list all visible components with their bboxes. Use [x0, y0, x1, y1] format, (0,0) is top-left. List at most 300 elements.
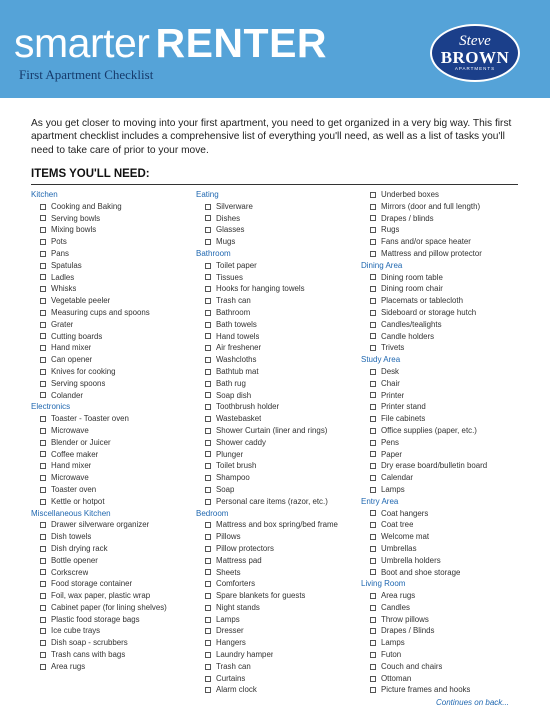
checkbox-icon[interactable]: [205, 652, 211, 658]
checkbox-icon[interactable]: [370, 510, 376, 516]
checklist-item-label: Throw pillows: [381, 614, 429, 624]
checkbox-icon[interactable]: [40, 593, 46, 599]
checkbox-icon[interactable]: [40, 487, 46, 493]
checklist-item-label: Laundry hamper: [216, 650, 274, 660]
checkbox-icon[interactable]: [370, 593, 376, 599]
checklist-item: [31, 484, 191, 496]
checklist-item-label: Colander: [51, 390, 84, 400]
checklist-item-label: Bathroom: [216, 307, 251, 317]
checkbox-icon[interactable]: [370, 676, 376, 682]
checklist-item: [196, 543, 361, 555]
checklist-item-label: Toaster - Toaster oven: [51, 414, 129, 424]
checklist-item: [361, 201, 521, 213]
checklist-item: [361, 460, 521, 472]
checkbox-icon[interactable]: [370, 204, 376, 210]
checkbox-icon[interactable]: [205, 581, 211, 587]
checkbox-icon[interactable]: [370, 286, 376, 292]
checklist-item-label: Boot and shoe storage: [381, 567, 461, 577]
checklist-item: [361, 508, 521, 520]
checkbox-icon[interactable]: [205, 263, 211, 269]
checkbox-icon[interactable]: [205, 451, 211, 457]
checkbox-icon[interactable]: [40, 475, 46, 481]
checkbox-icon[interactable]: [205, 345, 211, 351]
checkbox-icon[interactable]: [370, 381, 376, 387]
checkbox-icon[interactable]: [370, 333, 376, 339]
checkbox-icon[interactable]: [370, 487, 376, 493]
checkbox-icon[interactable]: [205, 440, 211, 446]
checklist-item: [361, 295, 521, 307]
checklist-item-label: Glasses: [216, 225, 245, 235]
checklist-item-label: Dish drying rack: [51, 543, 108, 553]
checklist-item: [31, 578, 191, 590]
checkbox-icon[interactable]: [40, 664, 46, 670]
checklist-item: [361, 661, 521, 673]
checkbox-icon[interactable]: [205, 687, 211, 693]
checklist-item-label: Placemats or tablecloth: [381, 296, 464, 306]
checklist-item-label: Mattress and box spring/bed frame: [216, 520, 338, 530]
checkbox-icon[interactable]: [370, 322, 376, 328]
checkbox-icon[interactable]: [40, 652, 46, 658]
checklist-item: [361, 390, 521, 402]
checklist-column-1: [31, 189, 191, 673]
section-title: ITEMS YOU'LL NEED:: [31, 168, 150, 180]
checklist-item-label: Wastebasket: [216, 414, 262, 424]
checklist-item: [196, 413, 361, 425]
checklist-item: [196, 236, 361, 248]
checkbox-icon[interactable]: [370, 369, 376, 375]
checklist-item-label: Area rugs: [381, 591, 416, 601]
checklist-item: [31, 649, 191, 661]
checklist-item-label: Toaster oven: [51, 484, 97, 494]
brand-light-word: smarter: [14, 20, 150, 66]
checkbox-icon[interactable]: [205, 593, 211, 599]
checklist-item: [196, 637, 361, 649]
brand-bold-word: RENTER: [155, 20, 328, 66]
checkbox-icon[interactable]: [40, 333, 46, 339]
checklist-item-label: Calendar: [381, 473, 414, 483]
checklist-item: [31, 460, 191, 472]
checkbox-icon[interactable]: [370, 192, 376, 198]
checklist-item: [196, 307, 361, 319]
checklist-item: [361, 555, 521, 567]
category-heading: Dining Area: [361, 260, 403, 270]
checklist-item-label: Drawer silverware organizer: [51, 520, 150, 530]
checklist-item-label: Sideboard or storage hutch: [381, 307, 477, 317]
checkbox-icon[interactable]: [205, 357, 211, 363]
checklist-item-label: Bath towels: [216, 319, 257, 329]
continues-note: Continues on back...: [436, 698, 509, 707]
checklist-item-label: Umbrellas: [381, 543, 417, 553]
checklist-item-label: Hangers: [216, 638, 246, 648]
checklist-item-label: Hand mixer: [51, 461, 92, 471]
checklist-item: [361, 673, 521, 685]
checkbox-icon[interactable]: [40, 381, 46, 387]
checklist-item: [31, 248, 191, 260]
checklist-item: [196, 366, 361, 378]
checklist-item-label: Grater: [51, 319, 74, 329]
checklist-item: [31, 637, 191, 649]
checklist-item-label: Bath rug: [216, 378, 246, 388]
checklist-item-label: Lamps: [216, 614, 240, 624]
checkbox-icon[interactable]: [370, 546, 376, 552]
checklist-item: [31, 590, 191, 602]
checkbox-icon[interactable]: [205, 475, 211, 481]
checklist-item-label: File cabinets: [381, 414, 426, 424]
checklist-item: [196, 531, 361, 543]
checklist-item-label: Spatulas: [51, 260, 82, 270]
checklist-item: [31, 413, 191, 425]
checkbox-icon[interactable]: [370, 392, 376, 398]
checkbox-icon[interactable]: [205, 640, 211, 646]
checkbox-icon[interactable]: [370, 558, 376, 564]
checklist-column-3: [361, 189, 521, 696]
checklist-item: [361, 614, 521, 626]
checklist-item: [361, 519, 521, 531]
checkbox-icon[interactable]: [40, 463, 46, 469]
checklist-item: [31, 307, 191, 319]
checklist-item-label: Shower Curtain (liner and rings): [216, 425, 328, 435]
checkbox-icon[interactable]: [205, 558, 211, 564]
checklist-item-label: Shower caddy: [216, 437, 267, 447]
checkbox-icon[interactable]: [370, 687, 376, 693]
checklist-item-label: Pillows: [216, 532, 241, 542]
checkbox-icon[interactable]: [40, 617, 46, 623]
checkbox-icon[interactable]: [205, 204, 211, 210]
checklist-item-label: Knives for cooking: [51, 366, 116, 376]
checklist-item-label: Personal care items (razor, etc.): [216, 496, 328, 506]
checklist-item-label: Air freshener: [216, 343, 262, 353]
checklist-item: [361, 543, 521, 555]
checklist-item: [31, 213, 191, 225]
steve-brown-logo: [430, 24, 520, 82]
checkbox-icon[interactable]: [40, 286, 46, 292]
checklist-item-label: Pillow protectors: [216, 543, 274, 553]
checklist-item: [196, 449, 361, 461]
checklist-item-label: Printer stand: [381, 402, 426, 412]
checklist-item: [196, 555, 361, 567]
checklist-item-label: Shampoo: [216, 473, 250, 483]
checklist-item: [31, 449, 191, 461]
checklist-item-label: Corkscrew: [51, 567, 89, 577]
checkbox-icon[interactable]: [40, 581, 46, 587]
checkbox-icon[interactable]: [40, 440, 46, 446]
checklist-item: [196, 224, 361, 236]
logo-name: BROWN: [440, 48, 510, 67]
checklist-item-label: Lamps: [381, 638, 405, 648]
checklist-item-label: Toilet paper: [216, 260, 257, 270]
checkbox-icon[interactable]: [370, 475, 376, 481]
checkbox-icon[interactable]: [370, 239, 376, 245]
checkbox-icon[interactable]: [370, 463, 376, 469]
checkbox-icon[interactable]: [205, 286, 211, 292]
checkbox-icon[interactable]: [40, 534, 46, 540]
category-heading: Bedroom: [196, 508, 229, 518]
checkbox-icon[interactable]: [370, 664, 376, 670]
checklist-item-label: Pens: [381, 437, 399, 447]
checklist-item-label: Paper: [381, 449, 403, 459]
checklist-item-label: Coffee maker: [51, 449, 99, 459]
checkbox-icon[interactable]: [40, 357, 46, 363]
checklist-item: [196, 437, 361, 449]
checklist-item: [31, 625, 191, 637]
checklist-item-label: Hand towels: [216, 331, 260, 341]
checklist-item: [31, 390, 191, 402]
checklist-item-label: Candles/tealights: [381, 319, 442, 329]
category-heading: Living Room: [361, 579, 406, 589]
checkbox-icon[interactable]: [370, 310, 376, 316]
checklist-item: [361, 366, 521, 378]
checklist-item-label: Soap: [216, 484, 235, 494]
checklist-item-label: Fans and/or space heater: [381, 237, 471, 247]
checklist-item: [196, 684, 361, 696]
checklist-item-label: Coat hangers: [381, 508, 429, 518]
checkbox-icon[interactable]: [40, 451, 46, 457]
checklist-item: [196, 319, 361, 331]
checkbox-icon[interactable]: [370, 605, 376, 611]
checkbox-icon[interactable]: [205, 664, 211, 670]
checklist-item: [361, 331, 521, 343]
checklist-item-label: Soap dish: [216, 390, 252, 400]
category-heading: Electronics: [31, 402, 71, 412]
checkbox-icon[interactable]: [205, 310, 211, 316]
checkbox-icon[interactable]: [40, 204, 46, 210]
checkbox-icon[interactable]: [370, 274, 376, 280]
checklist-item: [31, 331, 191, 343]
checklist-item-label: Mirrors (door and full length): [381, 201, 481, 211]
checkbox-icon[interactable]: [370, 416, 376, 422]
checklist-item-label: Blender or Juicer: [51, 437, 111, 447]
checklist-item: [31, 342, 191, 354]
logo-signature: Steve: [459, 33, 491, 49]
checkbox-icon[interactable]: [370, 298, 376, 304]
checklist-item-label: Candle holders: [381, 331, 435, 341]
checklist-item-label: Trivets: [381, 343, 405, 353]
checkbox-icon[interactable]: [40, 227, 46, 233]
checklist-item-label: Food storage container: [51, 579, 133, 589]
checklist-item-label: Plastic food storage bags: [51, 614, 140, 624]
checkbox-icon[interactable]: [205, 239, 211, 245]
checklist-item: [361, 307, 521, 319]
checklist-item-label: Dishes: [216, 213, 241, 223]
checklist-item: [31, 519, 191, 531]
checklist-item: [361, 401, 521, 413]
checkbox-icon[interactable]: [370, 227, 376, 233]
checkbox-icon[interactable]: [40, 628, 46, 634]
checklist-item: [196, 578, 361, 590]
checklist-item-label: Ottoman: [381, 673, 412, 683]
checklist-item-label: Rugs: [381, 225, 400, 235]
checklist-item: [31, 555, 191, 567]
checkbox-icon[interactable]: [205, 676, 211, 682]
checklist-item-label: Mattress and pillow protector: [381, 248, 482, 258]
checkbox-icon[interactable]: [205, 381, 211, 387]
checklist-item: [31, 378, 191, 390]
checkbox-icon[interactable]: [40, 274, 46, 280]
checkbox-icon[interactable]: [40, 345, 46, 351]
checkbox-icon[interactable]: [40, 416, 46, 422]
checkbox-icon[interactable]: [40, 310, 46, 316]
checkbox-icon[interactable]: [370, 428, 376, 434]
checklist-item: [361, 637, 521, 649]
checkbox-icon[interactable]: [205, 569, 211, 575]
checkbox-icon[interactable]: [370, 628, 376, 634]
checklist-item: [361, 649, 521, 661]
checklist-item-label: Cutting boards: [51, 331, 103, 341]
checkbox-icon[interactable]: [40, 428, 46, 434]
header-band: [0, 0, 550, 98]
checkbox-icon[interactable]: [370, 617, 376, 623]
checkbox-icon[interactable]: [40, 369, 46, 375]
intro-paragraph: As you get closer to moving into your first apartment, you need to get organized in a very big way. This first apartment checklist includes a comprehensive list of everything you'll need, as well as a list of tasks you'll need to take care of prior to your move.: [31, 118, 512, 156]
checkbox-icon[interactable]: [370, 440, 376, 446]
checklist-item-label: Whisks: [51, 284, 77, 294]
checklist-item: [31, 472, 191, 484]
checkbox-icon[interactable]: [40, 605, 46, 611]
checklist-item: [196, 472, 361, 484]
checkbox-icon[interactable]: [205, 487, 211, 493]
checklist-item-label: Cabinet paper (for lining shelves): [51, 602, 167, 612]
checklist-item-label: Kettle or hotpot: [51, 496, 105, 506]
checkbox-icon[interactable]: [370, 569, 376, 575]
checklist-item-label: Dish towels: [51, 532, 92, 542]
category-heading: Bathroom: [196, 248, 231, 258]
checklist-item: [196, 260, 361, 272]
checkbox-icon[interactable]: [205, 298, 211, 304]
checkbox-icon[interactable]: [40, 522, 46, 528]
checkbox-icon[interactable]: [370, 451, 376, 457]
checkbox-icon[interactable]: [205, 499, 211, 505]
brand-title: [14, 20, 327, 67]
checklist-item-label: Sheets: [216, 567, 241, 577]
checkbox-icon[interactable]: [40, 392, 46, 398]
checkbox-icon[interactable]: [40, 263, 46, 269]
checklist-item: [196, 295, 361, 307]
checklist-item: [196, 614, 361, 626]
checkbox-icon[interactable]: [205, 322, 211, 328]
checklist-item: [361, 625, 521, 637]
checklist-item: [31, 201, 191, 213]
checklist-item-label: Microwave: [51, 425, 89, 435]
checklist-item: [196, 213, 361, 225]
checklist-item-label: Area rugs: [51, 661, 86, 671]
checkbox-icon[interactable]: [205, 274, 211, 280]
checkbox-icon[interactable]: [205, 369, 211, 375]
checkbox-icon[interactable]: [40, 558, 46, 564]
checkbox-icon[interactable]: [370, 640, 376, 646]
checkbox-icon[interactable]: [205, 392, 211, 398]
checkbox-icon[interactable]: [205, 605, 211, 611]
checklist-item-label: Alarm clock: [216, 685, 257, 695]
checklist-item: [361, 413, 521, 425]
checklist-item-label: Mattress pad: [216, 555, 262, 565]
category-heading: Study Area: [361, 355, 401, 365]
checklist-item: [361, 425, 521, 437]
checkbox-icon[interactable]: [205, 546, 211, 552]
checklist-item: [196, 673, 361, 685]
checklist-item: [196, 425, 361, 437]
checklist-item-label: Ice cube trays: [51, 626, 101, 636]
checklist-item: [361, 342, 521, 354]
checklist-item: [196, 590, 361, 602]
checklist-item: [196, 519, 361, 531]
checklist-item: [196, 354, 361, 366]
checkbox-icon[interactable]: [40, 239, 46, 245]
checklist-item-label: Trash cans with bags: [51, 650, 126, 660]
checklist-item: [31, 602, 191, 614]
checkbox-icon[interactable]: [370, 534, 376, 540]
checkbox-icon[interactable]: [40, 251, 46, 257]
checkbox-icon[interactable]: [205, 416, 211, 422]
checkbox-icon[interactable]: [205, 333, 211, 339]
checkbox-icon[interactable]: [40, 546, 46, 552]
checklist-item: [31, 236, 191, 248]
checklist-item-label: Silverware: [216, 201, 253, 211]
checklist-item: [361, 472, 521, 484]
checkbox-icon[interactable]: [205, 227, 211, 233]
checklist-item-label: Candles: [381, 602, 410, 612]
checklist-item: [196, 378, 361, 390]
checklist-item: [361, 272, 521, 284]
checklist-item-label: Toilet brush: [216, 461, 257, 471]
checklist-item-label: Can opener: [51, 355, 93, 365]
checkbox-icon[interactable]: [205, 404, 211, 410]
checkbox-icon[interactable]: [205, 617, 211, 623]
checkbox-icon[interactable]: [40, 298, 46, 304]
checkbox-icon[interactable]: [370, 251, 376, 257]
checklist-item-label: Picture frames and hooks: [381, 685, 471, 695]
checklist-item-label: Coat tree: [381, 520, 414, 530]
checklist-item: [31, 614, 191, 626]
checkbox-icon[interactable]: [370, 215, 376, 221]
checklist-item-label: Measuring cups and spoons: [51, 307, 150, 317]
checkbox-icon[interactable]: [40, 640, 46, 646]
checkbox-icon[interactable]: [370, 652, 376, 658]
checkbox-icon[interactable]: [370, 522, 376, 528]
checklist-item: [361, 437, 521, 449]
checkbox-icon[interactable]: [205, 463, 211, 469]
checklist-item: [31, 354, 191, 366]
checklist-item-label: Serving spoons: [51, 378, 106, 388]
checkbox-icon[interactable]: [370, 404, 376, 410]
checkbox-icon[interactable]: [205, 215, 211, 221]
checkbox-icon[interactable]: [205, 628, 211, 634]
checklist-item-label: Spare blankets for guests: [216, 591, 306, 601]
checklist-item-label: Vegetable peeler: [51, 296, 111, 306]
checklist-item: [31, 295, 191, 307]
checklist-item: [31, 272, 191, 284]
checklist-item: [361, 531, 521, 543]
checkbox-icon[interactable]: [40, 569, 46, 575]
checklist-item-label: Printer: [381, 390, 405, 400]
checkbox-icon[interactable]: [205, 522, 211, 528]
category-heading: Kitchen: [31, 190, 58, 199]
checkbox-icon[interactable]: [40, 322, 46, 328]
checkbox-icon[interactable]: [40, 215, 46, 221]
checkbox-icon[interactable]: [205, 428, 211, 434]
checklist-item: [361, 602, 521, 614]
category-heading: Eating: [196, 190, 219, 199]
checkbox-icon[interactable]: [40, 499, 46, 505]
logo-subtext: APARTMENTS: [454, 66, 496, 71]
checkbox-icon[interactable]: [205, 534, 211, 540]
checkbox-icon[interactable]: [370, 345, 376, 351]
section-divider: [31, 184, 518, 185]
checklist-item: [361, 378, 521, 390]
checklist-item: [361, 484, 521, 496]
checklist-item: [196, 484, 361, 496]
checklist-item-label: Microwave: [51, 473, 89, 483]
checklist-item-label: Toothbrush holder: [216, 402, 280, 412]
